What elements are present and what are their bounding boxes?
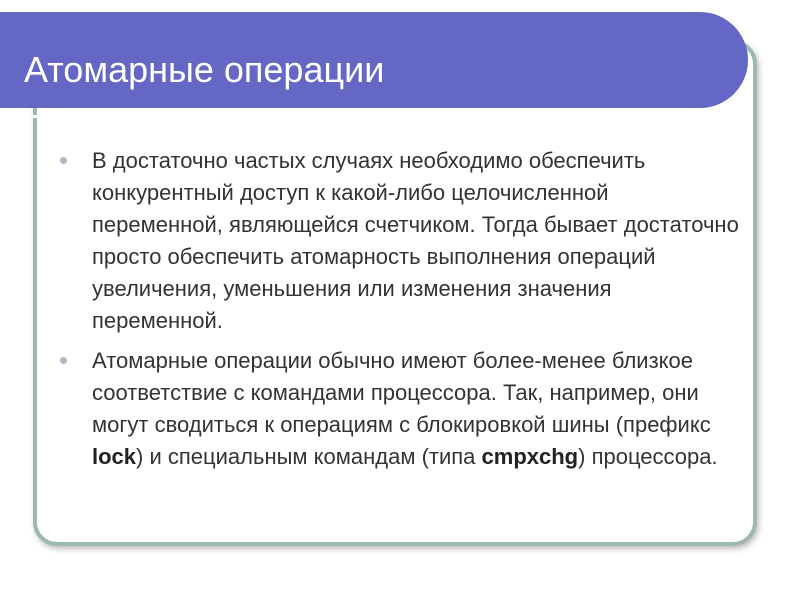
bullet-item-1 — [60, 145, 740, 337]
bullet-dot-icon — [60, 157, 67, 164]
bullet-text-2-part2: ) и специальным командам (типа — [136, 444, 482, 469]
bullet-item-2 — [60, 345, 740, 473]
bullet-text-2-part1: Атомарные операции обычно имеют более-менее близкое соответствие с командами процессора. Так, например, они могут сводиться к операциям с блокировкой шины (префикс — [92, 348, 711, 437]
title-bar — [0, 12, 748, 108]
cmpxchg-term: cmpxchg — [481, 444, 579, 469]
slide-title: Атомарные операции — [24, 49, 385, 90]
title-underline — [0, 115, 705, 118]
lock-prefix-term: lock — [92, 444, 137, 469]
bullet-text-1: В достаточно частых случаях необходимо обеспечить конкурентный доступ к какой-либо целочисленной переменной, являющейся счетчиком. Тогда бывает достаточно просто обеспечить атомарность выполнения операций увеличения, уменьшения или изменения значения переменной. — [92, 148, 739, 333]
bullet-text-2-part3: ) процессора. — [578, 444, 718, 469]
bullet-list — [60, 145, 740, 481]
bullet-dot-icon — [60, 357, 67, 364]
